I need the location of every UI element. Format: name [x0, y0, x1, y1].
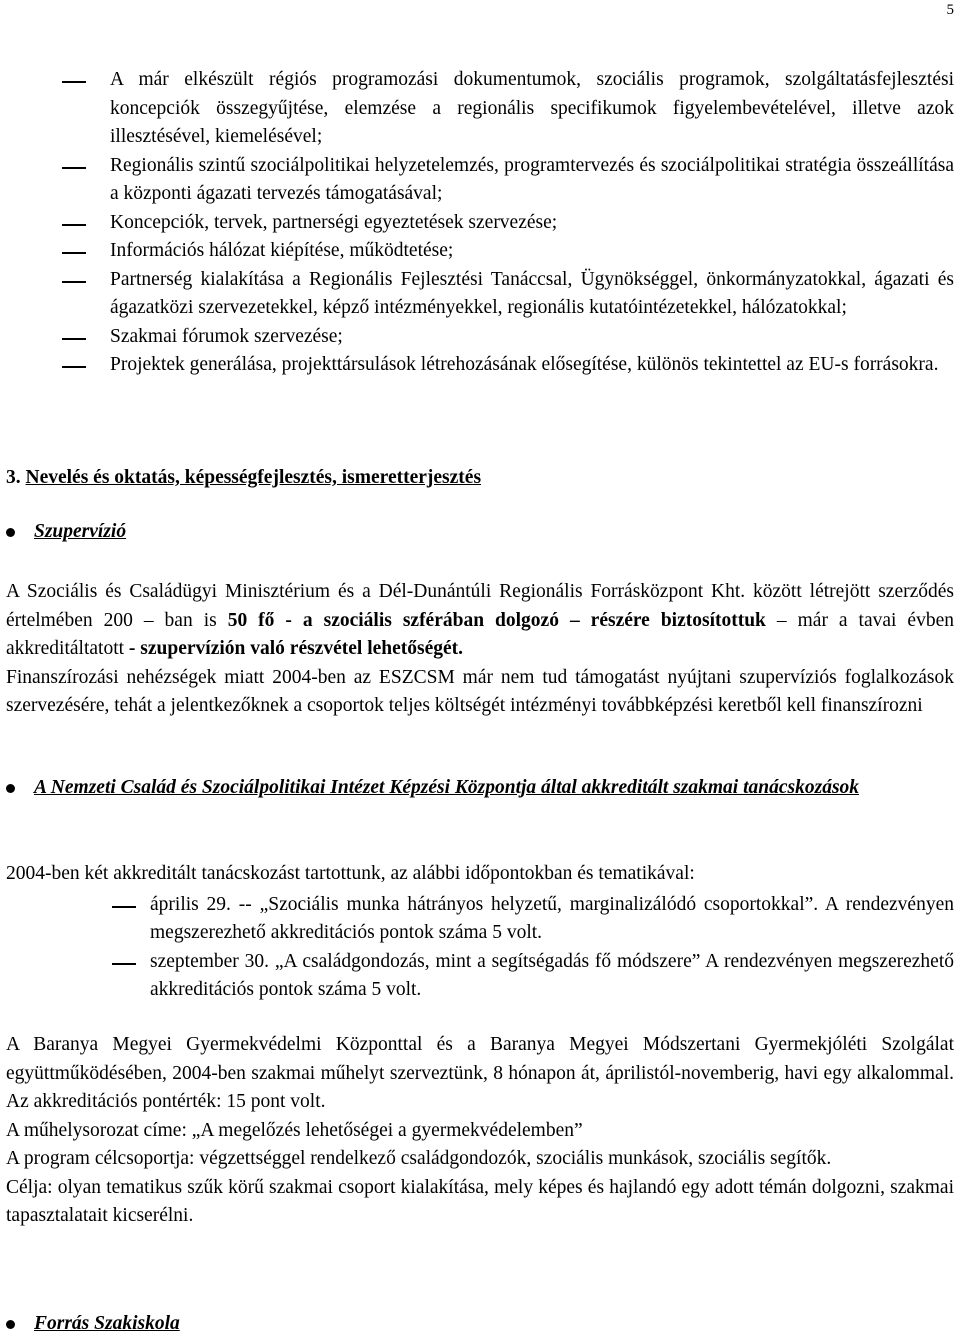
page-number: 5 [946, 2, 954, 18]
baranya-paragraph: A Baranya Megyei Gyermekvédelmi Központtal és a Baranya Megyei Módszertani Gyermekjóléti Szolgálat együttműködésében, 2004-ben szakmai műhelyt szerveztünk, 8 hónapon át, áprilistól-novemberig, havi egy alkalommal. Az akkreditációs pontérték: 15 pont volt. [6, 1034, 954, 1112]
section-title: Nevelés és oktatás, képességfejlesztés, ismeretterjesztés [25, 467, 482, 488]
national-institute-body [6, 860, 954, 1005]
list-item: Projektek generálása, projekttársulások létrehozásának elősegítése, különös tekintettel az EU-s forrásokra. [6, 351, 954, 380]
bullet-icon [6, 528, 15, 537]
dash-icon [62, 252, 86, 254]
list-item: április 29. -- „Szociális munka hátrányos helyzetű, marginalizálódó csoportokkal”. A rendezvényen megszerezhető akkreditációs pontok száma 5 volt. [6, 891, 954, 948]
dash-icon [62, 338, 86, 340]
supervision-body [6, 578, 954, 721]
list-item: Szakmai fórumok szervezése; [6, 323, 954, 352]
forras-heading: Forrás Szakiskola [6, 1310, 954, 1339]
dash-icon [62, 366, 86, 368]
list-item: Koncepciók, tervek, partnerségi egyeztetések szervezése; [6, 209, 954, 238]
aim-paragraph: Célja: olyan tematikus szűk körű szakmai csoport kialakítása, mely képes és hajlandó egy adott témán dolgozni, szakmai tapasztalatait kicserélni. [6, 1176, 954, 1226]
dash-icon [62, 81, 86, 83]
bullet-icon [6, 784, 15, 793]
section-heading [6, 464, 954, 493]
baranya-section [6, 1031, 954, 1231]
dash-icon [112, 963, 136, 965]
section-number: 3. [6, 467, 21, 488]
list-item: Regionális szintű szociálpolitikai helyzetelemzés, programtervezés és szociálpolitikai stratégia összeállítása a központi ágazati tervezés támogatásával; [6, 152, 954, 209]
supervision-heading: Szupervízió [6, 518, 954, 547]
target-group-paragraph: A program célcsoportja: végzettséggel rendelkező családgondozók, szociális munkások, szociális segítők. [6, 1148, 832, 1169]
list-item: A már elkészült régiós programozási dokumentumok, szociális programok, szolgáltatásfejlesztési koncepciók összegyűjtése, elemzése a regionális specifikumok figyelembevételével, illetve azok illesztésével, kiemelésével; [6, 66, 954, 152]
supervision-paragraph: A Szociális és Családügyi Minisztérium és a Dél-Dunántúli Regionális Forrásközpont Kht. között létrejött szerződés értelmében 200 – ban is 50 fő - a szociális szférában dolgozó – részére biztosítottuk – már a tavai évben akkreditáltatott - szupervízión való részvétel lehetőségét. [6, 581, 954, 659]
task-list [6, 66, 954, 380]
national-institute-heading: A Nemzeti Család és Szociálpolitikai Intézet Képzési Központja által akkreditált szakmai tanácskozások [6, 774, 954, 803]
financing-paragraph: Finanszírozási nehézségek miatt 2004-ben az ESZCSM már nem tud támogatást nyújtani szupervíziós foglalkozások szervezésére, tehát a jelentkezőknek a csoportok teljes költségét intézményi továbbképzési keretből kell finanszírozni [6, 666, 954, 716]
dash-icon [112, 906, 136, 908]
workshop-title-paragraph: A műhelysorozat címe: „A megelőzés lehetőségei a gyermekvédelemben” [6, 1119, 583, 1141]
list-item: szeptember 30. „A családgondozás, mint a segítségadás fő módszere” A rendezvényen megszerezhető akkreditációs pontok száma 5 volt. [6, 948, 954, 1005]
bullet-icon [6, 1320, 15, 1329]
list-item: Információs hálózat kiépítése, működtetése; [6, 237, 954, 266]
dash-icon [62, 224, 86, 226]
list-item: Partnerség kialakítása a Regionális Fejlesztési Tanáccsal, Ügynökséggel, önkormányzatokkal, ágazati és ágazatközi szervezetekkel, képző intézményekkel, regionális kutatóintézetekkel, hálózatokkal; [6, 266, 954, 323]
intro-paragraph: 2004-ben két akkreditált tanácskozást tartottunk, az alábbi időpontokban és tematikával: [6, 863, 695, 884]
dash-icon [62, 167, 86, 169]
dash-icon [62, 281, 86, 283]
